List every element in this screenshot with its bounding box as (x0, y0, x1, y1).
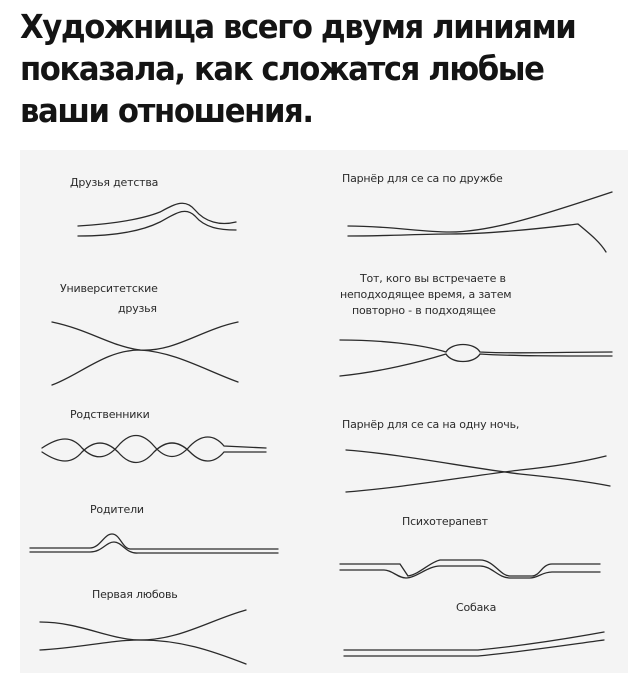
label-fwb: Парнёр для се⁠ са по дружбе (342, 172, 503, 185)
headline-line-1: Художница всего двумя линиями (20, 7, 576, 46)
label-childhood-friends: Друзья детства (70, 176, 159, 189)
label-met-later-3: повторно - в подходящее (352, 304, 496, 317)
label-met-later-1: Тот, кого вы встречаете в (360, 272, 506, 285)
drawing-relatives (42, 436, 266, 463)
label-met-later-2: неподходящее время, а затем (340, 288, 512, 301)
drawing-dog (344, 632, 604, 656)
drawing-university-friends (52, 322, 238, 385)
label-therapist: Психотерапевт (402, 515, 488, 528)
drawing-therapist (340, 560, 600, 578)
label-relatives: Родственники (70, 408, 150, 421)
drawing-one-night (346, 450, 610, 492)
label-dog: Собака (456, 601, 497, 614)
label-university-friends-2: друзья (118, 302, 157, 315)
drawing-first-love (40, 610, 246, 664)
label-one-night: Парнёр для се⁠ са на одну ночь, (342, 418, 520, 431)
label-parents: Родители (90, 503, 144, 516)
drawing-fwb (348, 192, 612, 252)
label-university-friends-1: Университетские (60, 282, 158, 295)
drawing-met-later (340, 340, 612, 376)
drawing-childhood-friends (78, 203, 236, 236)
headline-line-3: ваши отношения. (20, 91, 313, 130)
label-first-love: Первая любовь (92, 588, 178, 601)
headline-line-2: показала, как сложатся любые (20, 49, 544, 88)
drawing-parents (30, 534, 278, 553)
